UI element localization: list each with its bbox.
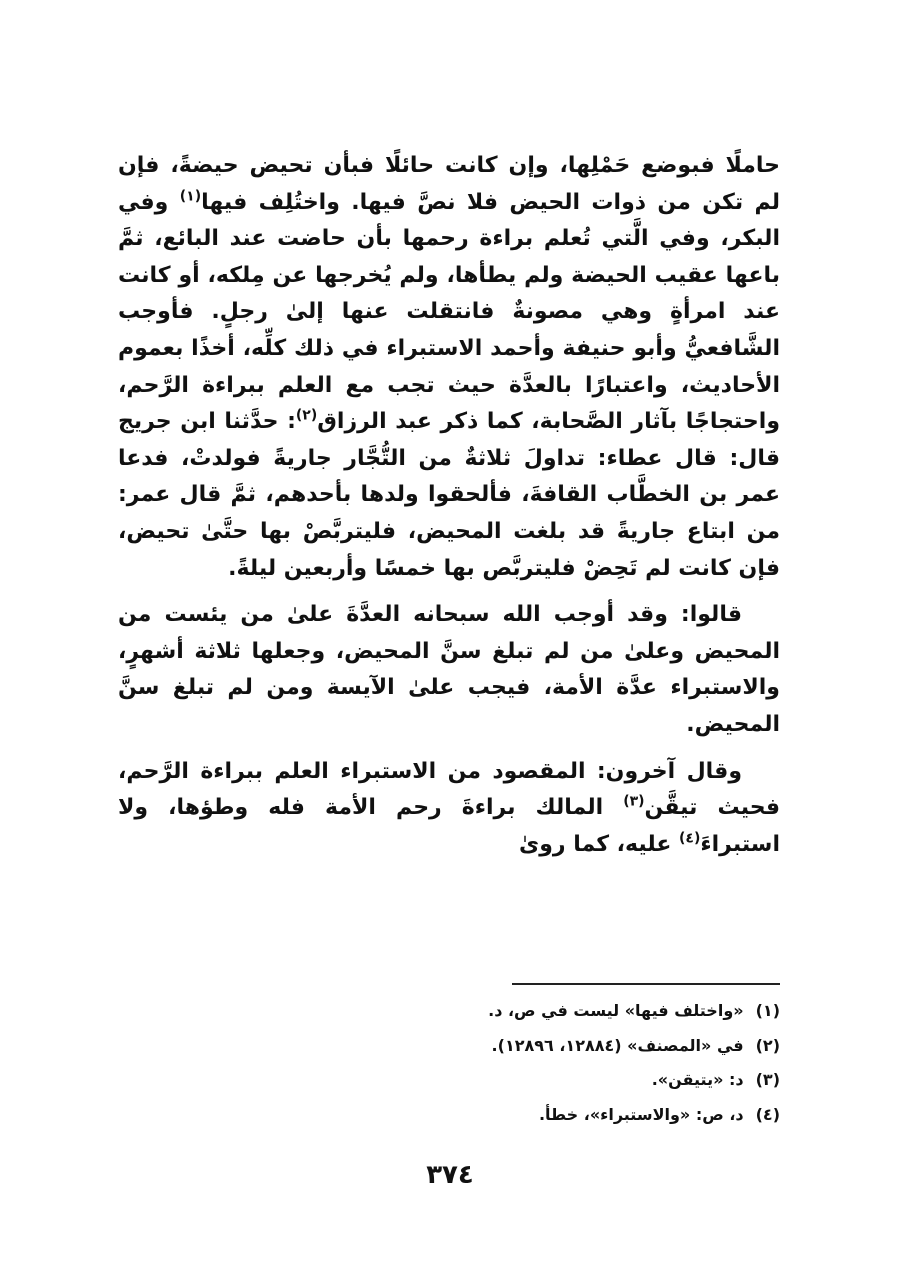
footnote-ref-3: (٣) xyxy=(623,793,645,810)
footnote-ref-2: (٢) xyxy=(295,407,318,424)
footnote-text: «واختلف فيها» ليست في ص، د. xyxy=(488,1001,744,1020)
footnote-number: (٢) xyxy=(755,1035,780,1055)
main-text xyxy=(118,148,780,873)
paragraph-3 xyxy=(118,754,780,864)
page-number: ٣٧٤ xyxy=(426,1160,474,1190)
paragraph-3-part-3: عليه، كما روىٰ xyxy=(519,831,680,857)
paragraph-2: قالوا: وقد أوجب الله سبحانه العدَّةَ علىٰ من يئست من المحيض وعلىٰ من لم تبلغ سنَّ المحيض، وجعلها ثلاثة أشهرٍ، والاستبراء عدَّة الأمة، فيجب علىٰ الآيسة ومن لم تبلغ سنَّ المحيض. xyxy=(118,602,780,737)
footnote-2 xyxy=(118,1029,780,1064)
paragraph-3-part-1: وقال آخرون: المقصود من الاستبراء العلم ببراءة الرَّحم، فحيث تيقَّن xyxy=(118,758,781,821)
paragraph-1-part-3: : حدَّثنا ابن جريج قال: قال عطاء: تداولَ ثلاثةٌ من التُّجَّار جاريةً فولدتْ، فدعا عمر بن الخطَّاب القافةَ، فألحقوا ولدها بأحدهم، ثمَّ قال عمر: من ابتاع جاريةً قد بلغت المحيض، فليتربَّصْ بها حتَّىٰ تحيض، فإن كانت لم تَحِضْ فليتربَّص بها خمسًا وأربعين ليلةً. xyxy=(118,409,780,581)
footnote-4 xyxy=(118,1098,780,1133)
paragraph-1-part-2: وفي البكر، وفي الَّتي تُعلم براءة رحمها بأن حاضت عند البائع، ثمَّ باعها عقيب الحيضة ولم يطأها، ولم يُخرجها عن مِلكه، أو كانت عند امرأةٍ وهي مصونةٌ فانتقلت عنها إلىٰ رجلٍ. فأوجب الشَّافعيُّ وأبو حنيفة وأحمد الاستبراء في ذلك كلِّه، أخذًا بعموم الأحاديث، واعتبارًا بالعدَّة حيث تجب مع العلم ببراءة الرَّحم، واحتجاجًا بآثار الصَّحابة، كما ذكر عبد الرزاق xyxy=(118,189,780,435)
footnote-ref-1: (١) xyxy=(179,188,202,205)
footnote-number: (٣) xyxy=(755,1070,780,1089)
paragraph-3-part-2: المالك براءةَ رحم الأمة فله وطؤها، ولا استبراءَ xyxy=(118,795,780,857)
paragraph-1-part-1: حاملًا فبوضع حَمْلِها، وإن كانت حائلًا فبأن تحيض حيضةً، فإن لم تكن من ذوات الحيض فلا نصَّ فيها. واختُلِف فيها xyxy=(118,153,780,215)
paragraph-1 xyxy=(118,148,780,587)
footnote-text: د، ص: «والاستبراء»، خطأ. xyxy=(538,1104,744,1124)
footnote-ref-4: (٤) xyxy=(679,830,701,847)
footnotes-list xyxy=(118,994,780,1132)
footnote-3 xyxy=(118,1063,780,1098)
footnote-text: في «المصنف» (١٢٨٨٤، ١٢٨٩٦). xyxy=(491,1035,744,1055)
footnote-number: (٤) xyxy=(755,1104,780,1124)
footnote-separator xyxy=(512,983,780,985)
footnote-1 xyxy=(118,994,780,1029)
footnote-number: (١) xyxy=(755,1001,780,1020)
footnote-text: د: «يتيقن». xyxy=(651,1070,744,1089)
